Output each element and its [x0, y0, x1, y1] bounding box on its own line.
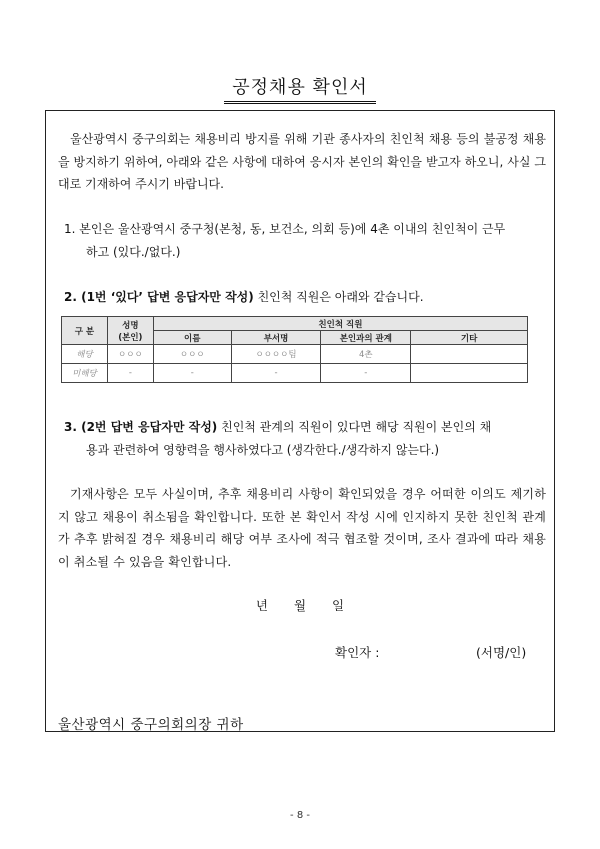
cell-department: -	[231, 364, 321, 383]
header-etc: 기타	[411, 331, 528, 345]
header-relation: 본인과의 관계	[321, 331, 411, 345]
header-relative-name: 이름	[153, 331, 231, 345]
cell-etc	[411, 345, 528, 364]
cell-self: ㅇㅇㅇ	[107, 345, 153, 364]
item-3-bold: 3. (2번 답변 응답자만 작성)	[64, 420, 218, 434]
table-header-row	[62, 317, 528, 331]
cell-department: ㅇㅇㅇㅇ팀	[231, 345, 321, 364]
header-gubun: 구 분	[62, 317, 108, 345]
table-row	[62, 345, 528, 364]
item-3	[64, 416, 544, 461]
confirmer-label: 확인자 :	[335, 645, 380, 660]
cell-self: -	[107, 364, 153, 383]
item-2-bold: 2. (1번 ‘있다’ 답변 응답자만 작성)	[64, 290, 254, 304]
relatives-table	[61, 316, 528, 383]
item-1-line-1: 1. 본인은 울산광역시 중구청(본청, 동, 보건소, 의회 등)에 4촌 이내의 친인척이 근무	[64, 222, 506, 236]
document-title-text: 공정채용 확인서	[224, 73, 375, 104]
item-3-line-2: 용과 관련하여 영향력을 행사하였다고 (생각한다./생각하지 않는다.)	[86, 442, 440, 457]
item-2	[64, 286, 544, 309]
row-label: 미해당	[62, 364, 108, 383]
cell-relative-name: -	[153, 364, 231, 383]
signature-label: (서명/인)	[476, 645, 527, 660]
header-name	[107, 317, 153, 345]
addressee: 울산광역시 중구의회의장 귀하	[58, 717, 244, 733]
table-row	[62, 364, 528, 383]
page-number: - 8 -	[290, 810, 310, 821]
header-relatives-group: 친인척 직원	[153, 317, 527, 331]
cell-relation: 4촌	[321, 345, 411, 364]
cell-etc	[411, 364, 528, 383]
intro-paragraph	[58, 128, 546, 196]
closing-paragraph	[58, 483, 546, 573]
document-title	[0, 73, 600, 104]
row-label: 해당	[62, 345, 108, 364]
cell-relative-name: ㅇㅇㅇ	[153, 345, 231, 364]
intro-text: 울산광역시 중구의회는 채용비리 방지를 위해 기관 종사자의 친인척 채용 등의 불공정 채용을 방지하기 위하여, 아래와 같은 사항에 대하여 응시자 본인의 확인을 받고자 하오니, 사실 그대로 기재하여 주시기 바랍니다.	[58, 132, 546, 191]
date-line: 년 월 일	[255, 598, 345, 613]
header-name-main: 성명	[122, 320, 139, 331]
header-department: 부서명	[231, 331, 321, 345]
item-1-line-2: 하고 (있다./없다.)	[86, 244, 181, 259]
header-name-sub: (본인)	[118, 332, 143, 343]
item-1	[64, 218, 544, 263]
closing-text: 기재사항은 모두 사실이며, 추후 채용비리 사항이 확인되었을 경우 어떠한 이의도 제기하지 않고 채용이 취소됨을 확인합니다. 또한 본 확인서 작성 시에 인지하지 못한 친인척 관계가 추후 밝혀질 경우 채용비리 해당 여부 조사에 적극 협조할 것이며, 조사 결과에 따라 채용이 취소될 수 있음을 확인합니다.	[58, 487, 546, 569]
cell-relation: -	[321, 364, 411, 383]
item-2-rest: 친인척 직원은 아래와 같습니다.	[253, 290, 424, 304]
item-3-rest: 친인척 관계의 직원이 있다면 해당 직원이 본인의 채	[217, 420, 492, 434]
